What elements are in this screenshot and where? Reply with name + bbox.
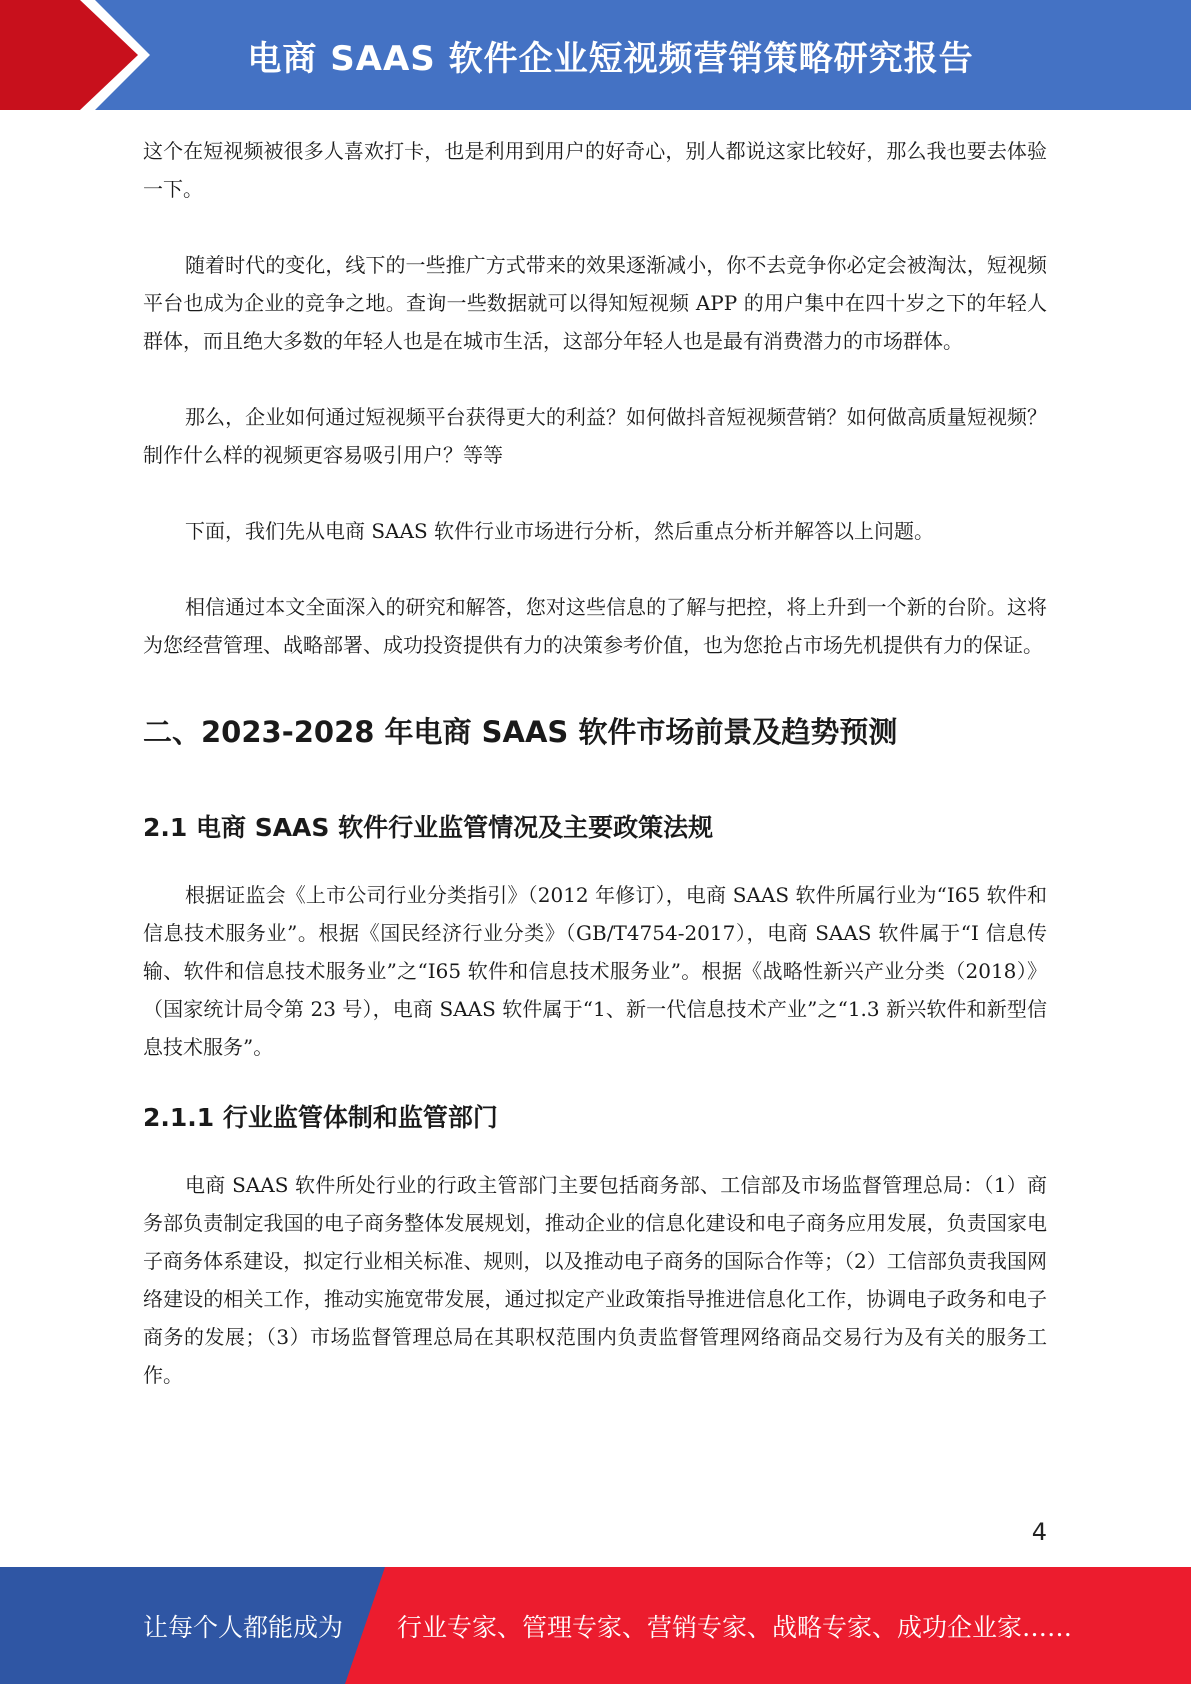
subsection-heading-2-1-1: 2.1.1 行业监管体制和监管部门	[143, 1103, 498, 1132]
paragraph-3: 那么，企业如何通过短视频平台获得更大的利益？如何做抖音短视频营销？如何做高质量短视频？制作什么样的视频更容易吸引用户？等等	[143, 405, 1047, 467]
page-number: 4	[1031, 1518, 1047, 1546]
subsection-heading-2-1: 2.1 电商 SAAS 软件行业监管情况及主要政策法规	[143, 813, 714, 842]
footer-slogan-left: 让每个人都能成为	[143, 1612, 344, 1642]
header-banner	[0, 0, 1191, 110]
paragraph-6: 根据证监会《上市公司行业分类指引》（2012 年修订），电商 SAAS 软件所属行业为“I65 软件和信息技术服务业”。根据《国民经济行业分类》（GB/T4754-2017），电商 SAAS 软件属于“I 信息传输、软件和信息技术服务业”之“I65 软件和信息技术服务业”。根据《战略性新兴产业分类（2018）》（国家统计局令第 23 号），电商 SAAS 软件属于“1、新一代信息技术产业”之“1.3 新兴软件和新型信息技术服务”。	[143, 883, 1047, 1059]
paragraph-5: 相信通过本文全面深入的研究和解答，您对这些信息的了解与把控，将上升到一个新的台阶。这将为您经营管理、战略部署、成功投资提供有力的决策参考价值，也为您抢占市场先机提供有力的保证。	[143, 595, 1047, 657]
header-arrow-icon	[0, 0, 140, 110]
section-heading-2: 二、2023-2028 年电商 SAAS 软件市场前景及趋势预测	[143, 715, 898, 749]
footer-banner	[0, 1567, 1191, 1684]
paragraph-7: 电商 SAAS 软件所处行业的行政主管部门主要包括商务部、工信部及市场监督管理总局：（1）商务部负责制定我国的电子商务整体发展规划，推动企业的信息化建设和电子商务应用发展，负责国家电子商务体系建设，拟定行业相关标准、规则，以及推动电子商务的国际合作等；（2）工信部负责我国网络建设的相关工作，推动实施宽带发展，通过拟定产业政策指导推进信息化工作，协调电子政务和电子商务的发展；（3）市场监督管理总局在其职权范围内负责监督管理网络商品交易行为及有关的服务工作。	[143, 1173, 1047, 1387]
report-title: 电商 SAAS 软件企业短视频营销策略研究报告	[247, 38, 974, 79]
footer-slogan-right: 行业专家、管理专家、营销专家、战略专家、成功企业家……	[397, 1612, 1073, 1642]
paragraph-2: 随着时代的变化，线下的一些推广方式带来的效果逐渐减小，你不去竞争你必定会被淘汰，短视频平台也成为企业的竞争之地。查询一些数据就可以得知短视频 APP 的用户集中在四十岁之下的年轻人群体，而且绝大多数的年轻人也是在城市生活，这部分年轻人也是最有消费潜力的市场群体。	[143, 253, 1047, 353]
paragraph-1: 这个在短视频被很多人喜欢打卡，也是利用到用户的好奇心，别人都说这家比较好，那么我也要去体验一下。	[143, 139, 1047, 201]
paragraph-4: 下面，我们先从电商 SAAS 软件行业市场进行分析，然后重点分析并解答以上问题。	[185, 519, 935, 543]
page-body	[143, 132, 1047, 1394]
